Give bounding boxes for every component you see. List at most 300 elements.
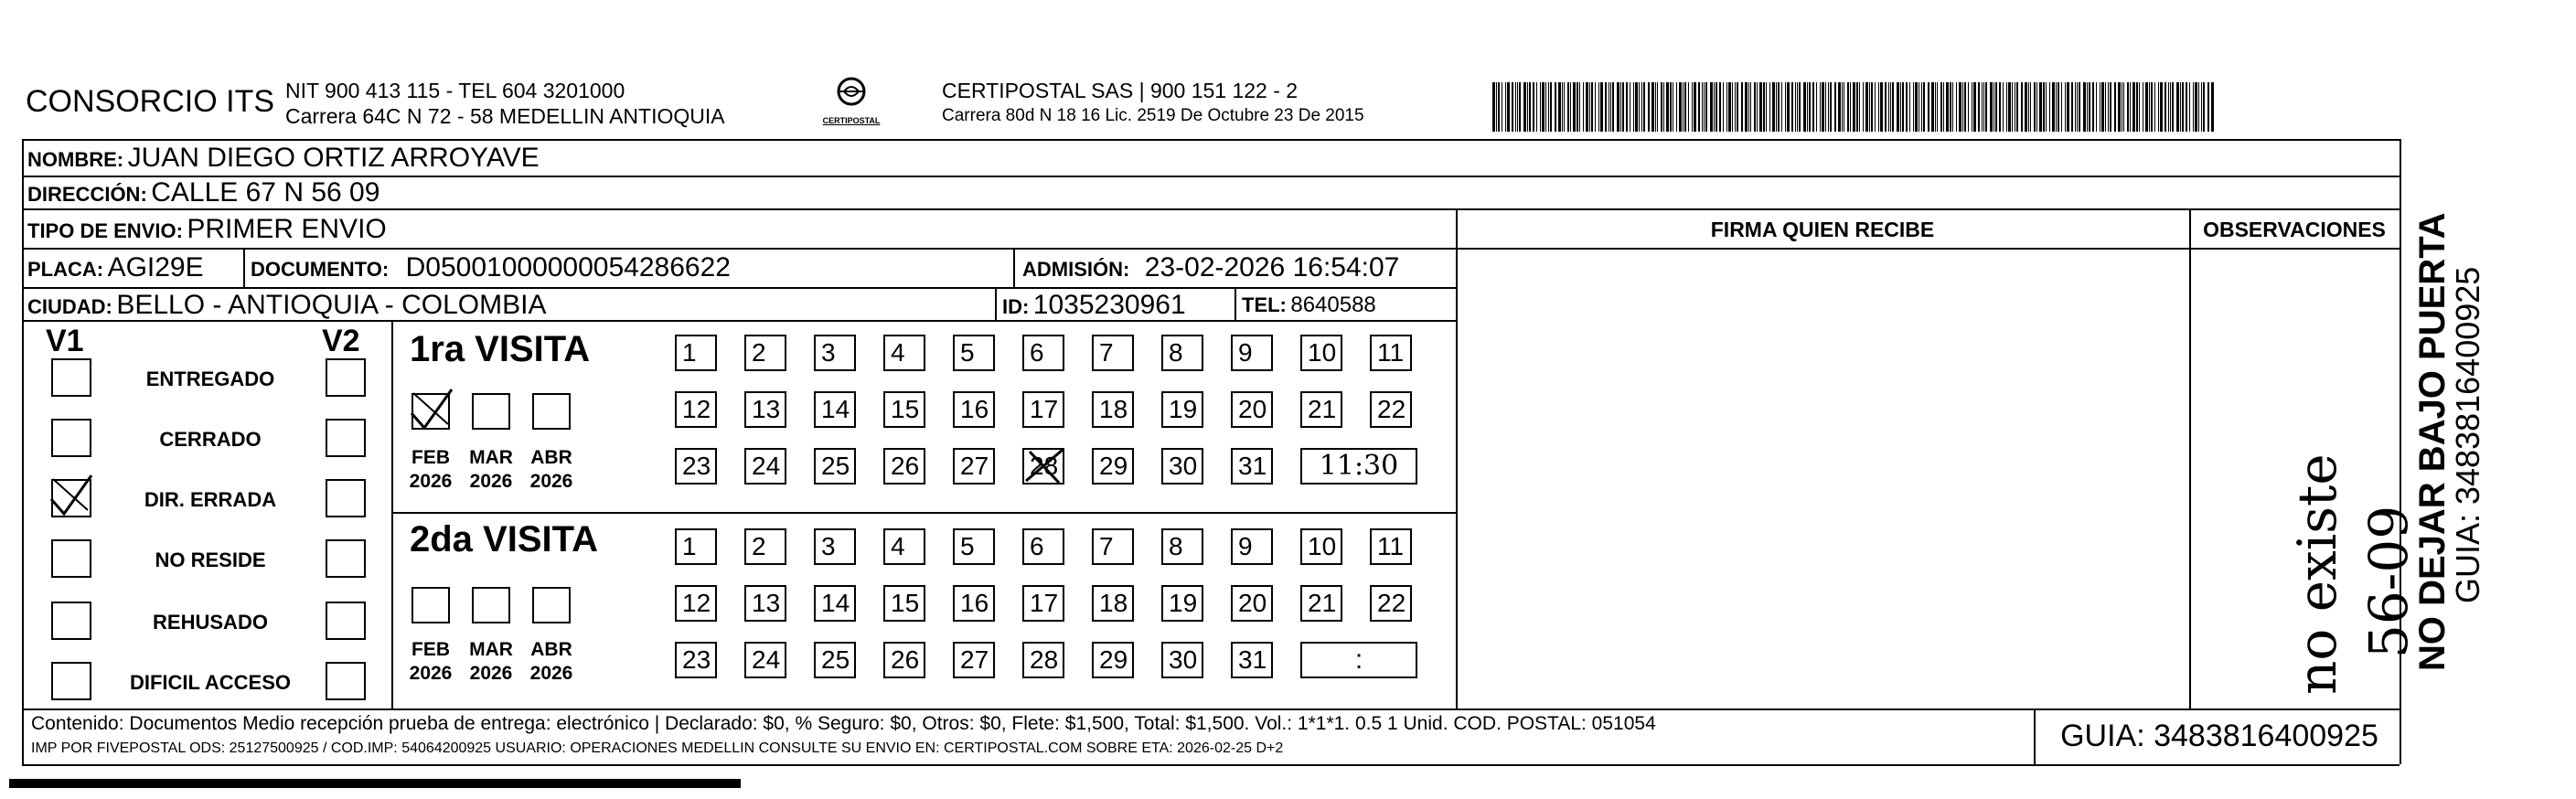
month-label: ABR 2026 <box>529 447 573 492</box>
barcode-bar <box>1822 82 1824 132</box>
barcode-bar <box>1763 82 1765 132</box>
barcode-bar <box>1978 82 1980 132</box>
barcode-bar <box>1702 82 1703 132</box>
v1-checkbox[interactable] <box>51 419 91 457</box>
tel-row <box>1242 293 1376 318</box>
barcode-bar <box>1567 82 1569 132</box>
city-label: CIUDAD: <box>27 295 112 318</box>
barcode-bar <box>1816 82 1817 132</box>
tel-sep <box>1235 287 1236 320</box>
barcode-bar <box>2067 82 2069 132</box>
barcode-bar <box>1564 82 1565 132</box>
barcode-bar <box>2028 82 2029 132</box>
license-line: Carrera 80d N 18 16 Lic. 2519 De Octubre 23 De 2015 <box>942 106 1364 125</box>
barcode-bar <box>1492 82 1495 132</box>
day-checkbox[interactable]: 12 <box>675 391 717 428</box>
barcode-bar <box>1704 82 1705 132</box>
month-checkbox[interactable] <box>472 587 510 623</box>
barcode-bar <box>2101 82 2104 132</box>
barcode-bar <box>2049 82 2050 132</box>
barcode-bar <box>1807 82 1808 132</box>
side-guia: GUIA: 3483816400925 <box>2449 266 2486 603</box>
month-label: MAR 2026 <box>469 447 513 492</box>
barcode-bar <box>2075 82 2076 132</box>
day-checkbox[interactable]: 22 <box>1370 585 1412 622</box>
barcode-bar <box>1842 82 1843 132</box>
document-value: D05001000000054286622 <box>405 252 731 282</box>
tel-value: 8640588 <box>1290 293 1376 317</box>
type-label: TIPO DE ENVIO: <box>27 219 183 242</box>
tel-label: TEL: <box>1242 293 1287 316</box>
barcode-bar <box>1648 82 1650 132</box>
barcode-bar <box>1946 82 1949 132</box>
day-mark-icon <box>1022 446 1068 486</box>
status-reason-label: DIFICIL ACCESO <box>129 671 291 694</box>
company-name: CONSORCIO ITS <box>26 84 275 119</box>
day-checkbox[interactable]: 8 <box>1161 335 1203 371</box>
day-checkbox[interactable]: 8 <box>1161 528 1203 565</box>
barcode-bar <box>1505 82 1506 132</box>
status-reason-label: NO RESIDE <box>155 549 266 571</box>
day-checkbox[interactable]: 7 <box>1092 335 1134 371</box>
barcode-bar <box>1921 82 1922 132</box>
month-label: MAR 2026 <box>469 639 513 684</box>
barcode-bar <box>1692 82 1693 132</box>
day-checkbox[interactable]: 30 <box>1161 642 1203 678</box>
month-label: FEB 2026 <box>409 639 453 684</box>
day-checkbox[interactable]: 6 <box>1022 335 1064 371</box>
barcode-bar <box>1626 82 1628 132</box>
barcode-bar <box>1651 82 1654 132</box>
day-checkbox[interactable]: 21 <box>1300 391 1342 428</box>
barcode-bar <box>1859 82 1860 132</box>
city-row <box>27 290 546 321</box>
barcode-bar <box>1579 82 1580 132</box>
address-row <box>27 177 379 208</box>
barcode-bar <box>1663 82 1664 132</box>
barcode-bar <box>2036 82 2037 132</box>
barcode-bar <box>1985 82 1987 132</box>
barcode-bar <box>2008 82 2011 132</box>
barcode-bar <box>1710 82 1713 132</box>
barcode-bar <box>2172 82 2174 132</box>
side-no-dejar: NO DEJAR BAJO PUERTA <box>2412 212 2453 671</box>
barcode-bar <box>1641 82 1642 132</box>
barcode-bar <box>1943 82 1944 132</box>
tear-edge <box>9 779 741 788</box>
observations-label: OBSERVACIONES <box>2203 218 2386 241</box>
barcode-bar <box>1900 82 1901 132</box>
id-value: 1035230961 <box>1032 290 1186 320</box>
month-checkbox[interactable] <box>412 393 450 430</box>
barcode-bar <box>1776 82 1777 132</box>
barcode-bar <box>2021 82 2023 132</box>
day-checkbox[interactable]: 25 <box>814 642 856 678</box>
barcode-bar <box>1754 82 1756 132</box>
barcode-bar <box>2203 82 2205 132</box>
day-checkbox[interactable]: 9 <box>1231 528 1273 565</box>
barcode-bar <box>2160 82 2163 132</box>
barcode-bar <box>1633 82 1634 132</box>
day-checkbox[interactable]: 19 <box>1161 391 1203 428</box>
barcode-bar <box>1610 82 1611 132</box>
barcode-bar <box>1950 82 1951 132</box>
content-line: Contenido: Documentos Medio recepción prueba de entrega: electrónico | Declarado: $0, % Seguro: $0, Otros: $0, Flete: $1,500, Total: $1,500. Vol.: 1*1*1. 0.5 1 Unid. COD. POSTAL: 051054 <box>31 713 1656 734</box>
barcode-bar <box>2092 82 2094 132</box>
v2-checkbox[interactable] <box>326 358 366 397</box>
barcode-bar <box>1850 82 1851 132</box>
day-checkbox[interactable]: 3 <box>814 335 856 371</box>
day-checkbox[interactable]: 4 <box>883 528 925 565</box>
check-mark-icon <box>408 388 463 433</box>
barcode-bar <box>1890 82 1891 132</box>
barcode-bar <box>2096 82 2097 132</box>
barcode-bar <box>1573 82 1576 132</box>
barcode-bar <box>2046 82 2047 132</box>
barcode-bar <box>1555 82 1556 132</box>
visit2-title: 2da VISITA <box>410 519 598 559</box>
day-checkbox[interactable]: 24 <box>744 448 786 485</box>
id-label: ID: <box>1002 295 1030 318</box>
v1-checkbox[interactable] <box>51 602 91 640</box>
barcode-bar <box>1990 82 1993 132</box>
day-checkbox[interactable]: 1 <box>675 528 717 565</box>
barcode-bar <box>1828 82 1829 132</box>
barcode-bar <box>2168 82 2169 132</box>
day-checkbox[interactable]: 29 <box>1092 642 1134 678</box>
month-checkbox[interactable] <box>412 587 450 623</box>
barcode-bar <box>1737 82 1738 132</box>
barcode-bar <box>2176 82 2179 132</box>
barcode-bar <box>1915 82 1918 132</box>
address-line: Carrera 64C N 72 - 58 MEDELLIN ANTIOQUIA <box>285 104 725 128</box>
row-line-footer <box>22 708 2400 710</box>
time-field[interactable]: : <box>1300 642 1417 678</box>
barcode-bar <box>1952 82 1953 132</box>
name-value: JUAN DIEGO ORTIZ ARROYAVE <box>127 143 540 173</box>
barcode-bar <box>2079 82 2080 132</box>
day-checkbox[interactable]: 18 <box>1092 391 1134 428</box>
day-checkbox[interactable]: 23 <box>675 448 717 485</box>
day-checkbox[interactable]: 31 <box>1231 448 1273 485</box>
day-checkbox[interactable]: 9 <box>1231 335 1273 371</box>
barcode-bar <box>1545 82 1546 132</box>
barcode-bar <box>1759 82 1762 132</box>
signature-area[interactable] <box>1463 252 2182 704</box>
day-checkbox[interactable]: 31 <box>1231 642 1273 678</box>
day-checkbox[interactable]: 13 <box>744 391 786 428</box>
v2-checkbox[interactable] <box>326 602 366 640</box>
barcode-bar <box>1726 82 1727 132</box>
barcode-bar <box>1605 82 1607 132</box>
document-label: DOCUMENTO: <box>251 258 390 281</box>
barcode-bar <box>2105 82 2106 132</box>
barcode-bar <box>1878 82 1879 132</box>
barcode-bar <box>1983 82 1984 132</box>
day-checkbox[interactable]: 3 <box>814 528 856 565</box>
barcode-bar <box>2186 82 2187 132</box>
barcode-bar <box>2151 82 2153 132</box>
day-checkbox[interactable]: 5 <box>953 335 995 371</box>
v1-checkbox[interactable] <box>51 358 91 397</box>
certipostal-logo <box>819 75 883 130</box>
check-mark-icon <box>48 474 102 519</box>
barcode-bar <box>2149 82 2150 132</box>
time-field[interactable]: 11:30 <box>1300 448 1417 485</box>
barcode-bar <box>1519 82 1521 132</box>
day-checkbox[interactable]: 16 <box>953 585 995 622</box>
day-checkbox[interactable]: 19 <box>1161 585 1203 622</box>
barcode-bar <box>2158 82 2159 132</box>
barcode-bar <box>1589 82 1590 132</box>
document-row <box>251 252 731 283</box>
type-row <box>27 214 387 245</box>
imp-line: IMP POR FIVEPOSTAL ODS: 25127500925 / COD.IMP: 54064200925 USUARIO: OPERACIONES MEDELLIN CONSULTE SU ENVIO EN: CERTIPOSTAL.COM SOBRE ETA: 2026-02-25 D+2 <box>31 740 1284 756</box>
barcode-bar <box>2110 82 2111 132</box>
barcode-bar <box>1902 82 1904 132</box>
v2-checkbox[interactable] <box>326 479 366 517</box>
barcode-bar <box>1684 82 1686 132</box>
barcode-bar <box>1750 82 1751 132</box>
barcode-bar <box>1820 82 1821 132</box>
day-checkbox[interactable]: 24 <box>744 642 786 678</box>
barcode-bar <box>1795 82 1796 132</box>
barcode-bar <box>1620 82 1621 132</box>
barcode-bar <box>1705 82 1707 132</box>
v1-checkbox[interactable] <box>51 479 91 517</box>
day-checkbox[interactable]: 2 <box>744 335 786 371</box>
barcode-bar <box>1923 82 1925 132</box>
day-checkbox[interactable]: 1 <box>675 335 717 371</box>
barcode-bar <box>1639 82 1640 132</box>
address-label: DIRECCIÓN: <box>27 183 147 206</box>
barcode-bar <box>2108 82 2109 132</box>
barcode-bar <box>2077 82 2078 132</box>
barcode-bar <box>2123 82 2124 132</box>
barcode-bar <box>1676 82 1677 132</box>
day-checkbox[interactable]: 13 <box>744 585 786 622</box>
day-checkbox[interactable]: 23 <box>675 642 717 678</box>
barcode-bar <box>2039 82 2042 132</box>
day-checkbox[interactable]: 30 <box>1161 448 1203 485</box>
barcode-bar <box>1871 82 1873 132</box>
barcode-bar <box>1570 82 1571 132</box>
month-checkbox[interactable] <box>532 587 571 623</box>
id-row <box>1002 290 1186 321</box>
v2-checkbox[interactable] <box>326 662 366 700</box>
barcode-bar <box>1964 82 1966 132</box>
admission-label: ADMISIÓN: <box>1022 258 1130 281</box>
barcode-bar <box>1698 82 1700 132</box>
day-checkbox[interactable]: 15 <box>883 391 925 428</box>
barcode-bar <box>1635 82 1638 132</box>
barcode-bar <box>1781 82 1782 132</box>
barcode-bar <box>1962 82 1963 132</box>
day-checkbox[interactable]: 20 <box>1231 391 1273 428</box>
barcode-bar <box>1875 82 1876 132</box>
barcode-bar <box>1714 82 1715 132</box>
barcode-bar <box>1562 82 1563 132</box>
day-checkbox[interactable]: 28 <box>1022 448 1064 485</box>
barcode-bar <box>1661 82 1662 132</box>
barcode-bar <box>1880 82 1883 132</box>
barcode-bar <box>2071 82 2073 132</box>
barcode-bar <box>1797 82 1798 132</box>
status-reason-label: CERRADO <box>159 428 262 451</box>
barcode-bar <box>1856 82 1858 132</box>
month-checkbox[interactable] <box>472 393 510 430</box>
day-checkbox[interactable]: 5 <box>953 528 995 565</box>
barcode-bar <box>2193 82 2194 132</box>
barcode-bar <box>1612 82 1614 132</box>
barcode-bar <box>1825 82 1826 132</box>
day-checkbox[interactable]: 11 <box>1370 335 1412 371</box>
row-line-4 <box>22 287 1458 289</box>
day-checkbox[interactable]: 6 <box>1022 528 1064 565</box>
barcode-bar <box>2083 82 2086 132</box>
day-checkbox[interactable]: 26 <box>883 642 925 678</box>
day-checkbox[interactable]: 28 <box>1022 642 1064 678</box>
day-checkbox[interactable]: 11 <box>1370 528 1412 565</box>
address-value: CALLE 67 N 56 09 <box>151 177 380 208</box>
sign-header-line <box>1456 248 2189 250</box>
signature-label: FIRMA QUIEN RECIBE <box>1710 218 1935 241</box>
month-label: FEB 2026 <box>409 447 453 492</box>
day-checkbox[interactable]: 14 <box>814 585 856 622</box>
barcode-bar <box>1507 82 1510 132</box>
day-checkbox[interactable]: 7 <box>1092 528 1134 565</box>
barcode-bar <box>1803 82 1806 132</box>
visit1-title: 1ra VISITA <box>410 329 591 369</box>
barcode-bar <box>2132 82 2135 132</box>
day-checkbox[interactable]: 20 <box>1231 585 1273 622</box>
day-checkbox[interactable]: 15 <box>883 585 925 622</box>
barcode-bar <box>1834 82 1836 132</box>
barcode-bar <box>1928 82 1929 132</box>
barcode-bar <box>1657 82 1658 132</box>
day-checkbox[interactable]: 10 <box>1300 335 1342 371</box>
day-checkbox[interactable]: 4 <box>883 335 925 371</box>
barcode-bar <box>1591 82 1593 132</box>
barcode-bar <box>1716 82 1717 132</box>
barcode-bar <box>1909 82 1910 132</box>
v2-checkbox[interactable] <box>326 539 366 578</box>
barcode-bar <box>1515 82 1516 132</box>
barcode-bar <box>2061 82 2062 132</box>
barcode-bar <box>2034 82 2036 132</box>
admission-row <box>1022 252 1399 283</box>
plate-sep <box>243 248 245 287</box>
barcode-bar <box>1598 82 1599 132</box>
barcode-bar <box>2182 82 2184 132</box>
barcode-bar <box>1968 82 1969 132</box>
day-checkbox[interactable]: 21 <box>1300 585 1342 622</box>
day-checkbox[interactable]: 27 <box>953 448 995 485</box>
barcode-bar <box>1869 82 1870 132</box>
barcode-bar <box>1617 82 1619 132</box>
barcode-bar <box>1935 82 1936 132</box>
barcode-bar <box>1892 82 1894 132</box>
v1-checkbox[interactable] <box>51 662 91 700</box>
barcode-bar <box>2164 82 2166 132</box>
barcode-bar <box>2089 82 2090 132</box>
barcode-bar <box>1666 82 1669 132</box>
day-checkbox[interactable]: 14 <box>814 391 856 428</box>
v2-label: V2 <box>322 324 360 358</box>
day-checkbox[interactable]: 29 <box>1092 448 1134 485</box>
barcode-bar <box>2043 82 2045 132</box>
month-checkbox[interactable] <box>532 393 571 430</box>
barcode-bar <box>1940 82 1942 132</box>
frame-right <box>2400 139 2401 764</box>
day-checkbox[interactable]: 16 <box>953 391 995 428</box>
day-checkbox[interactable]: 27 <box>953 642 995 678</box>
admission-sep <box>1013 248 1015 287</box>
day-checkbox[interactable]: 18 <box>1092 585 1134 622</box>
barcode-bar <box>1655 82 1656 132</box>
guia-sep <box>2034 708 2036 764</box>
barcode-bar <box>2065 82 2066 132</box>
status-reason-label: DIR. ERRADA <box>144 488 277 511</box>
day-checkbox[interactable]: 26 <box>883 448 925 485</box>
barcode-bar <box>1533 82 1534 132</box>
day-checkbox[interactable]: 17 <box>1022 391 1064 428</box>
barcode-bar <box>1536 82 1537 132</box>
day-checkbox[interactable]: 25 <box>814 448 856 485</box>
barcode-bar <box>1643 82 1645 132</box>
barcode-bar <box>1995 82 1997 132</box>
day-checkbox[interactable]: 17 <box>1022 585 1064 622</box>
barcode-bar <box>2198 82 2199 132</box>
barcode-bar <box>1550 82 1552 132</box>
plate-row <box>27 252 204 283</box>
day-checkbox[interactable]: 12 <box>675 585 717 622</box>
barcode-bar <box>1897 82 1899 132</box>
barcode-bar <box>1812 82 1814 132</box>
barcode-bar <box>2052 82 2055 132</box>
barcode-bar <box>1956 82 1957 132</box>
barcode-bar <box>2118 82 2121 132</box>
barcode-bar <box>2145 82 2148 132</box>
barcode-bar <box>1679 82 1682 132</box>
day-checkbox[interactable]: 10 <box>1300 528 1342 565</box>
barcode-bar <box>2127 82 2129 132</box>
barcode-bar <box>2195 82 2197 132</box>
barcode-bar <box>2114 82 2116 132</box>
barcode-bar <box>2030 82 2031 132</box>
barcode-bar <box>1735 82 1736 132</box>
barcode-bar <box>1772 82 1775 132</box>
barcode-bar <box>1830 82 1832 132</box>
id-sep <box>995 287 997 320</box>
frame-left <box>22 139 24 764</box>
barcode-bar <box>1999 82 2001 132</box>
status-sep <box>391 320 393 708</box>
barcode-bar <box>2003 82 2004 132</box>
barcode-bar <box>2139 82 2140 132</box>
barcode-bar <box>1529 82 1531 132</box>
barcode-bar <box>1512 82 1513 132</box>
barcode-bar <box>1723 82 1724 132</box>
barcode-bar <box>1741 82 1743 132</box>
barcode-bar <box>1937 82 1938 132</box>
v2-checkbox[interactable] <box>326 419 366 457</box>
day-checkbox[interactable]: 22 <box>1370 391 1412 428</box>
barcode-bar <box>1688 82 1689 132</box>
day-checkbox[interactable]: 2 <box>744 528 786 565</box>
v1-checkbox[interactable] <box>51 539 91 578</box>
barcode-bar <box>1523 82 1526 132</box>
